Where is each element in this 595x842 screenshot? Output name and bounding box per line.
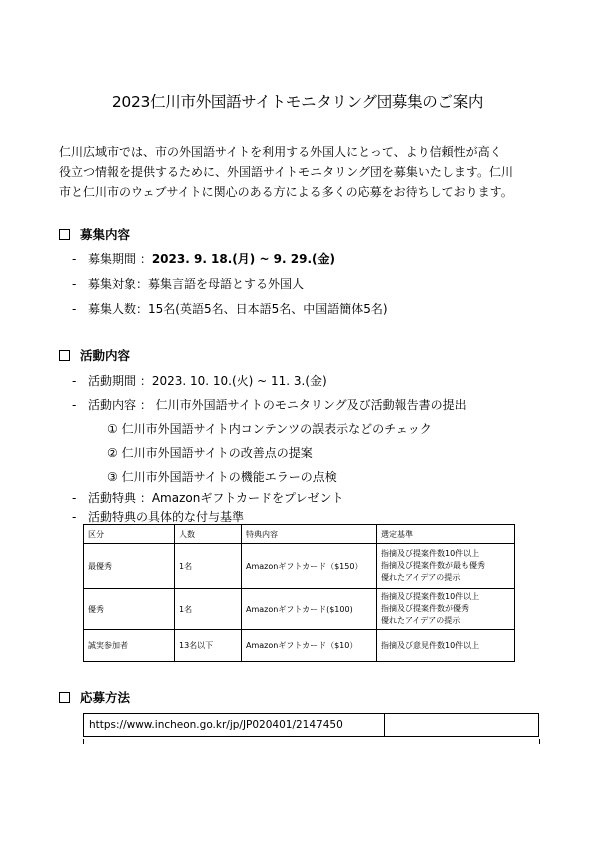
table-border — [539, 739, 540, 744]
intro-paragraph — [59, 142, 539, 202]
table-cell: 誠実参加者 — [84, 630, 175, 662]
activity-item: ② 仁川市外国語サイトの改善点の提案 — [107, 446, 313, 460]
table-cell — [385, 714, 539, 737]
section-heading-activity: 活動内容 — [59, 346, 130, 364]
recruit-count: - 募集人数：15名(英語5名、日本語5名、中国語簡体5名) — [72, 302, 388, 316]
intro-line: 仁川広域市では、市の外国語サイトを利用する外国人にとって、より信頼性が高く — [59, 145, 502, 159]
table-row — [84, 714, 539, 737]
column-header: 区分 — [84, 525, 175, 544]
table-border — [83, 739, 84, 744]
column-header: 特典内容 — [242, 525, 377, 544]
table-row — [84, 630, 515, 662]
apply-url-link[interactable]: https://www.incheon.go.kr/jp/JP020401/2147450 — [84, 714, 385, 737]
column-header: 選定基準 — [377, 525, 515, 544]
table-cell: 最優秀 — [84, 544, 175, 589]
page-title: 2023仁川市外国語サイトモニタリング団募集のご案内 — [111, 93, 484, 111]
intro-line: 市と仁川市のウェブサイトに関心のある方による多くの応募をお待ちしております。 — [59, 185, 513, 199]
checkbox-square-icon — [59, 229, 70, 240]
column-header: 人数 — [175, 525, 242, 544]
checkbox-square-icon — [59, 692, 70, 703]
table-cell: Amazonギフトカード（$10） — [242, 630, 377, 662]
table-header-row — [84, 525, 515, 544]
table-cell: 13名以下 — [175, 630, 242, 662]
table-cell: 優秀 — [84, 589, 175, 630]
section-heading-recruit: 募集内容 — [59, 225, 130, 243]
table-cell: 1名 — [175, 589, 242, 630]
activity-criteria-label: - 活動特典の具体的な付与基準 — [72, 510, 245, 524]
table-cell: Amazonギフトカード（$150） — [242, 544, 377, 589]
table-cell: 1名 — [175, 544, 242, 589]
activity-benefit: - 活動特典 ：Amazonギフトカードをプレゼント — [72, 491, 344, 505]
table-cell: Amazonギフトカード($100) — [242, 589, 377, 630]
criteria-table — [83, 524, 515, 662]
apply-url-table — [83, 713, 539, 737]
recruit-period-value: 2023. 9. 18.(月) ~ 9. 29.(金) — [151, 252, 335, 266]
intro-line: 役立つ情報を提供するために、外国語サイトモニタリング団を募集いたします。仁川 — [59, 165, 513, 179]
checkbox-square-icon — [59, 350, 70, 361]
section-heading-apply: 応募方法 — [59, 688, 130, 706]
table-cell: 指摘及び意見件数10件以上 — [377, 630, 515, 662]
activity-item: ③ 仁川市外国語サイトの機能エラーの点検 — [107, 470, 337, 484]
activity-content: - 活動内容 ： 仁川市外国語サイトのモニタリング及び活動報告書の提出 — [72, 398, 467, 412]
table-cell: 指摘及び提案件数10件以上 指摘及び提案件数が優秀 優れたアイデアの提示 — [377, 589, 515, 630]
activity-item: ① 仁川市外国語サイト内コンテンツの誤表示などのチェック — [107, 422, 432, 436]
recruit-period: - 募集期間 ：2023. 9. 18.(月) ~ 9. 29.(金) — [72, 252, 335, 266]
activity-period: - 活動期間 ：2023. 10. 10.(火) ~ 11. 3.(金) — [72, 374, 327, 388]
table-row — [84, 589, 515, 630]
table-row — [84, 544, 515, 589]
recruit-target: - 募集対象：募集言語を母語とする外国人 — [72, 277, 305, 291]
table-cell: 指摘及び提案件数10件以上 指摘及び提案件数が最も優秀 優れたアイデアの提示 — [377, 544, 515, 589]
